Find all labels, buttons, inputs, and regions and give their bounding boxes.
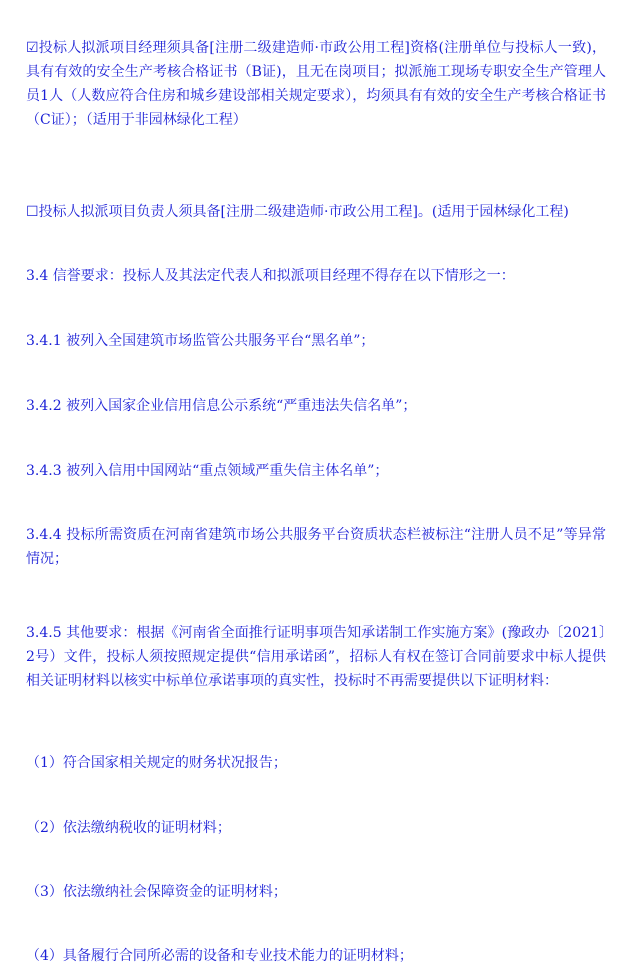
paragraph-3-4-3: 3.4.3 被列入信用中国网站“重点领域严重失信主体名单”；: [26, 463, 389, 479]
paragraph-3-4-1: 3.4.1 被列入全国建筑市场监管公共服务平台“黑名单”；: [26, 333, 375, 349]
paragraph-text: 投标人拟派项目负责人须具备[注册二级建造师·市政公用工程]。(适用于园林绿化工程): [38, 204, 569, 220]
checked-checkbox-icon[interactable]: ☑: [26, 40, 39, 56]
paragraph-credit-requirements: 3.4 信誉要求：投标人及其法定代表人和拟派项目经理不得存在以下情形之一：: [26, 268, 515, 284]
paragraph-pm-qualification-non-landscape: [26, 36, 606, 132]
paragraph-pm-qualification-landscape: [26, 200, 606, 224]
paragraph-3-4-2: 3.4.2 被列入国家企业信用信息公示系统“严重违法失信名单”；: [26, 398, 417, 414]
paragraph-3-4-5: 3.4.5 其他要求：根据《河南省全面推行证明事项告知承诺制工作实施方案》(豫政办〔2021〕2号）文件，投标人须按照规定提供“信用承诺函”，招标人有权在签订合同前要求中标人提供相关证明材料以核实中标单位承诺事项的真实性，投标时不再需要提供以下证明材料：: [26, 625, 606, 689]
paragraph-3-4-4: 3.4.4 投标所需资质在河南省建筑市场公共服务平台资质状态栏被标注“注册人员不足”等异常情况；: [26, 527, 606, 567]
list-item-equipment-capability-proof: （4）具备履行合同所必需的设备和专业技术能力的证明材料；: [26, 948, 413, 964]
paragraph-text: 投标人拟派项目经理须具备[注册二级建造师·市政公用工程]资格(注册单位与投标人一致)，具有有效的安全生产考核合格证书（B证)，且无在岗项目；拟派施工现场专职安全生产管理人员1人（人数应符合住房和城乡建设部相关规定要求），均须具有有效的安全生产考核合格证书（C证）；（适用于非园林绿化工程）: [26, 40, 606, 128]
unchecked-checkbox-icon[interactable]: ☐: [26, 204, 39, 220]
list-item-tax-proof: （2）依法缴纳税收的证明材料；: [26, 820, 231, 836]
list-item-social-security-proof: （3）依法缴纳社会保障资金的证明材料；: [26, 884, 287, 900]
list-item-financial-report: （1）符合国家相关规定的财务状况报告；: [26, 755, 287, 771]
